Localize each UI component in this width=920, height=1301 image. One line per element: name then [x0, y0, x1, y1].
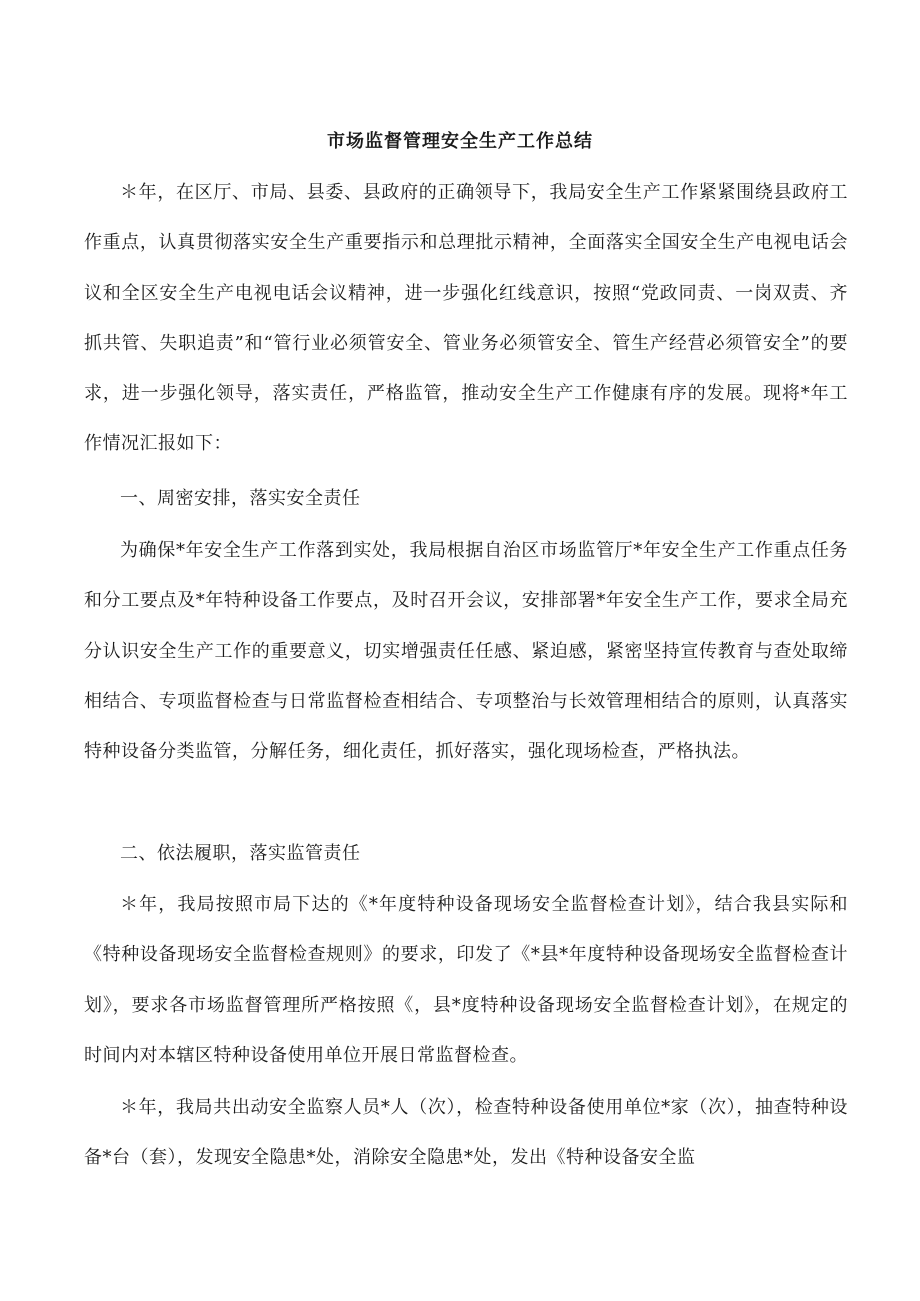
document-title: 市场监督管理安全生产工作总结	[327, 131, 593, 152]
section-heading-1: 一、周密安排，落实安全责任	[120, 488, 361, 509]
section-heading-2: 二、依法履职，落实监管责任	[120, 843, 361, 864]
section-1-paragraph: 为确保*年安全生产工作落到实处，我局根据自治区市场监管厅*年安全生产工作重点任务和分工要点及*年特种设备工作要点，及时召开会议，安排部署*年安全生产工作，要求全局充分认识安全生产工作的重要意义，切实增强责任任感、紧迫感，紧密坚持宣传教育与查处取缔相结合、专项监督检查与日常监督检查相结合、专项整治与长效管理相结合的原则，认真落实特种设备分类监管，分解任务，细化责任，抓好落实，强化现场检查，严格执法。	[84, 540, 848, 763]
section-2-paragraph-b: ＊年，我局共出动安全监察人员*人（次），检查特种设备使用单位*家（次），抽查特种设备*台（套），发现安全隐患*处，消除安全隐患*处，发出《特种设备安全监	[84, 1097, 848, 1169]
section-2-paragraph-a: ＊年，我局按照市局下达的《*年度特种设备现场安全监督检查计划》，结合我县实际和《特种设备现场安全监督检查规则》的要求，印发了《*县*年度特种设备现场安全监督检查计划》，要求各市场监督管理所严格按照《，县*度特种设备现场安全监督检查计划》，在规定的时间内对本辖区特种设备使用单位开展日常监督检查。	[84, 894, 848, 1066]
intro-paragraph: ＊年，在区厅、市局、县委、县政府的正确领导下，我局安全生产工作紧紧围绕县政府工作重点，认真贯彻落实安全生产重要指示和总理批示精神，全面落实全国安全生产电视电话会议和全区安全生产电视电话会议精神，进一步强化红线意识，按照“党政同责、一岗双责、齐抓共管、失职追责”和“管行业必须管安全、管业务必须管安全、管生产经营必须管安全”的要求，进一步强化领导，落实责任，严格监管，推动安全生产工作健康有序的发展。现将*年工作情况汇报如下：	[84, 182, 848, 455]
